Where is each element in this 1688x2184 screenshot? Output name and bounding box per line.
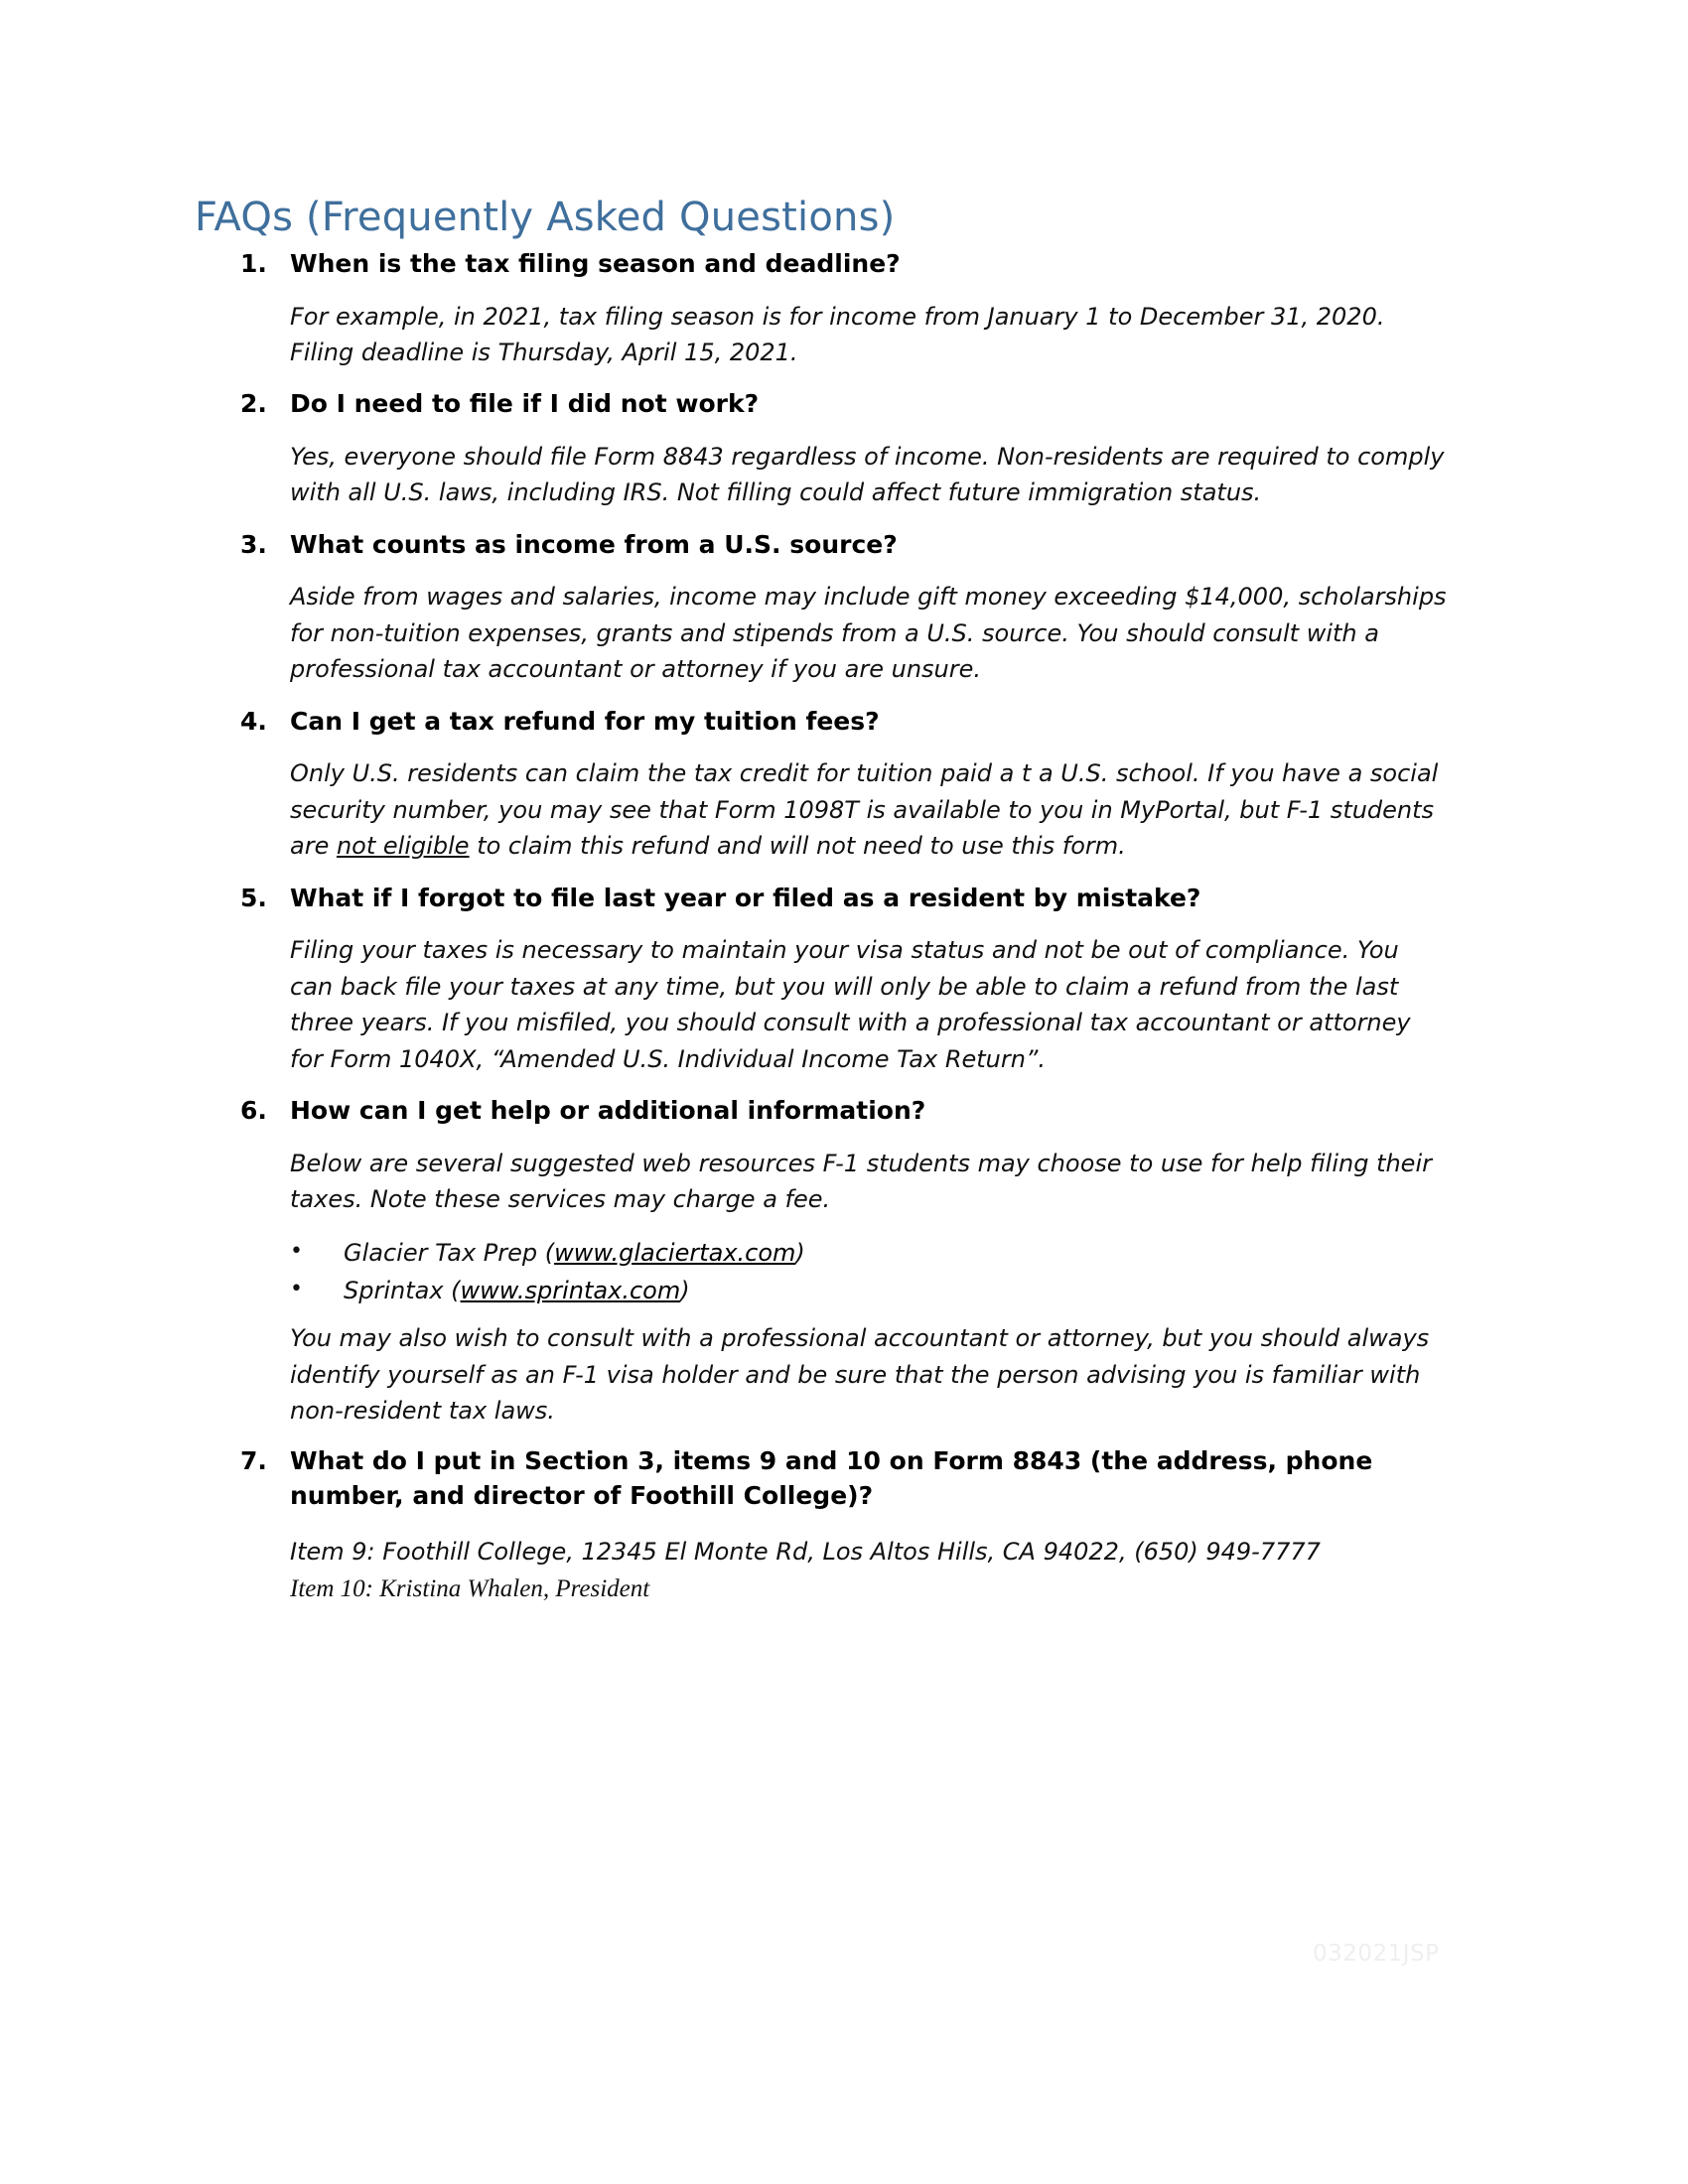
faq-question-4: Can I get a tax refund for my tuition fees? [290, 706, 880, 736]
page-title: FAQs (Frequently Asked Questions) [195, 195, 896, 240]
bullet-icon: • [290, 1238, 303, 1264]
resource-link-glacier[interactable]: www.glaciertax.com [554, 1238, 796, 1267]
faq-number-7: 7. [240, 1445, 267, 1475]
faq-answer-6-outro: You may also wish to consult with a professional accountant or attorney, but you should always identify yourself as an F-1 visa holder and be sure that the person advising you is familiar with non-resident tax laws. [290, 1324, 1430, 1426]
faq-answer-7-item10: Item 10: Kristina Whalen, President [290, 1574, 650, 1602]
faq-answer-4-part1: Only U.S. residents can claim the tax credit for tuition paid a t a U.S. school. If you have a social security number, you may see that Form 1098T is available to you in MyPortal, but F-1 students are [290, 759, 1439, 861]
faq-number-1: 1. [240, 249, 267, 278]
faq-item-1 [195, 246, 1448, 370]
faq-item-2 [195, 386, 1448, 510]
resource-name-suffix: ) [795, 1238, 805, 1267]
resource-name-prefix: Sprintax ( [344, 1277, 461, 1305]
faq-question-6: How can I get help or additional information? [290, 1096, 926, 1126]
list-item [290, 1272, 1448, 1310]
faq-number-4: 4. [240, 706, 267, 736]
faq-number-3: 3. [240, 529, 267, 559]
faq-number-2: 2. [240, 389, 267, 419]
resource-link-sprintax[interactable]: www.sprintax.com [460, 1277, 681, 1305]
faq-question-3: What counts as income from a U.S. source? [290, 529, 898, 559]
resource-name-suffix: ) [680, 1277, 690, 1305]
faq-item-5 [195, 881, 1448, 1077]
faq-answer-4-part2: to claim this refund and will not need to use this form. [469, 832, 1126, 861]
faq-answer-1: For example, in 2021, tax filing season is for income from January 1 to December 31, 2020. Filing deadline is Thursday, April 15, 2021. [290, 302, 1385, 366]
resource-list [195, 1234, 1448, 1311]
faq-list-continued [195, 1443, 1448, 1608]
faq-item-7 [195, 1443, 1448, 1608]
faq-number-6: 6. [240, 1096, 267, 1126]
faq-answer-2: Yes, everyone should file Form 8843 regardless of income. Non-residents are required to comply with all U.S. laws, including IRS. Not filling could affect future immigration status. [290, 442, 1445, 507]
faq-question-2: Do I need to file if I did not work? [290, 389, 760, 419]
faq-answer-4 [290, 755, 1448, 864]
faq-question-5: What if I forgot to file last year or filed as a resident by mistake? [290, 883, 1201, 912]
bullet-icon: • [290, 1277, 303, 1302]
faq-answer-7-item9: Item 9: Foothill College, 12345 El Monte Rd, Los Altos Hills, CA 94022, (650) 949-7777 [290, 1537, 1321, 1566]
resource-name-prefix: Glacier Tax Prep ( [344, 1238, 555, 1267]
faq-number-5: 5. [240, 883, 267, 912]
list-item [290, 1234, 1448, 1273]
faq-answer-6-intro: Below are several suggested web resources F-1 students may choose to use for help filing their taxes. Note these services may charge a fee. [290, 1149, 1432, 1214]
faq-answer-7 [290, 1534, 1448, 1608]
faq-answer-4-emphasis: not eligible [336, 832, 470, 861]
faq-question-7: What do I put in Section 3, items 9 and 10 on Form 8843 (the address, phone number, and director of Foothill College)? [290, 1445, 1373, 1511]
faq-item-3 [195, 527, 1448, 688]
faq-question-1: When is the tax filing season and deadline? [290, 249, 901, 278]
faq-answer-3: Aside from wages and salaries, income may include gift money exceeding $14,000, scholarships for non-tuition expenses, grants and stipends from a U.S. source. You should consult with a professional tax accountant or attorney if you are unsure. [290, 583, 1447, 684]
faq-answer-5: Filing your taxes is necessary to maintain your visa status and not be out of compliance. You can back file your taxes at any time, but you will only be able to claim a refund from the last three years. If you misfiled, you should consult with a professional tax accountant or attorney for Form 1040X, “Amended U.S. Individual Income Tax Return”. [290, 936, 1411, 1073]
document-body [195, 195, 1448, 1611]
faq-item-6 [195, 1093, 1448, 1217]
faq-list [195, 246, 1448, 1218]
footer-document-code: 032021JSP [1313, 1941, 1440, 1967]
faq-item-4 [195, 704, 1448, 865]
